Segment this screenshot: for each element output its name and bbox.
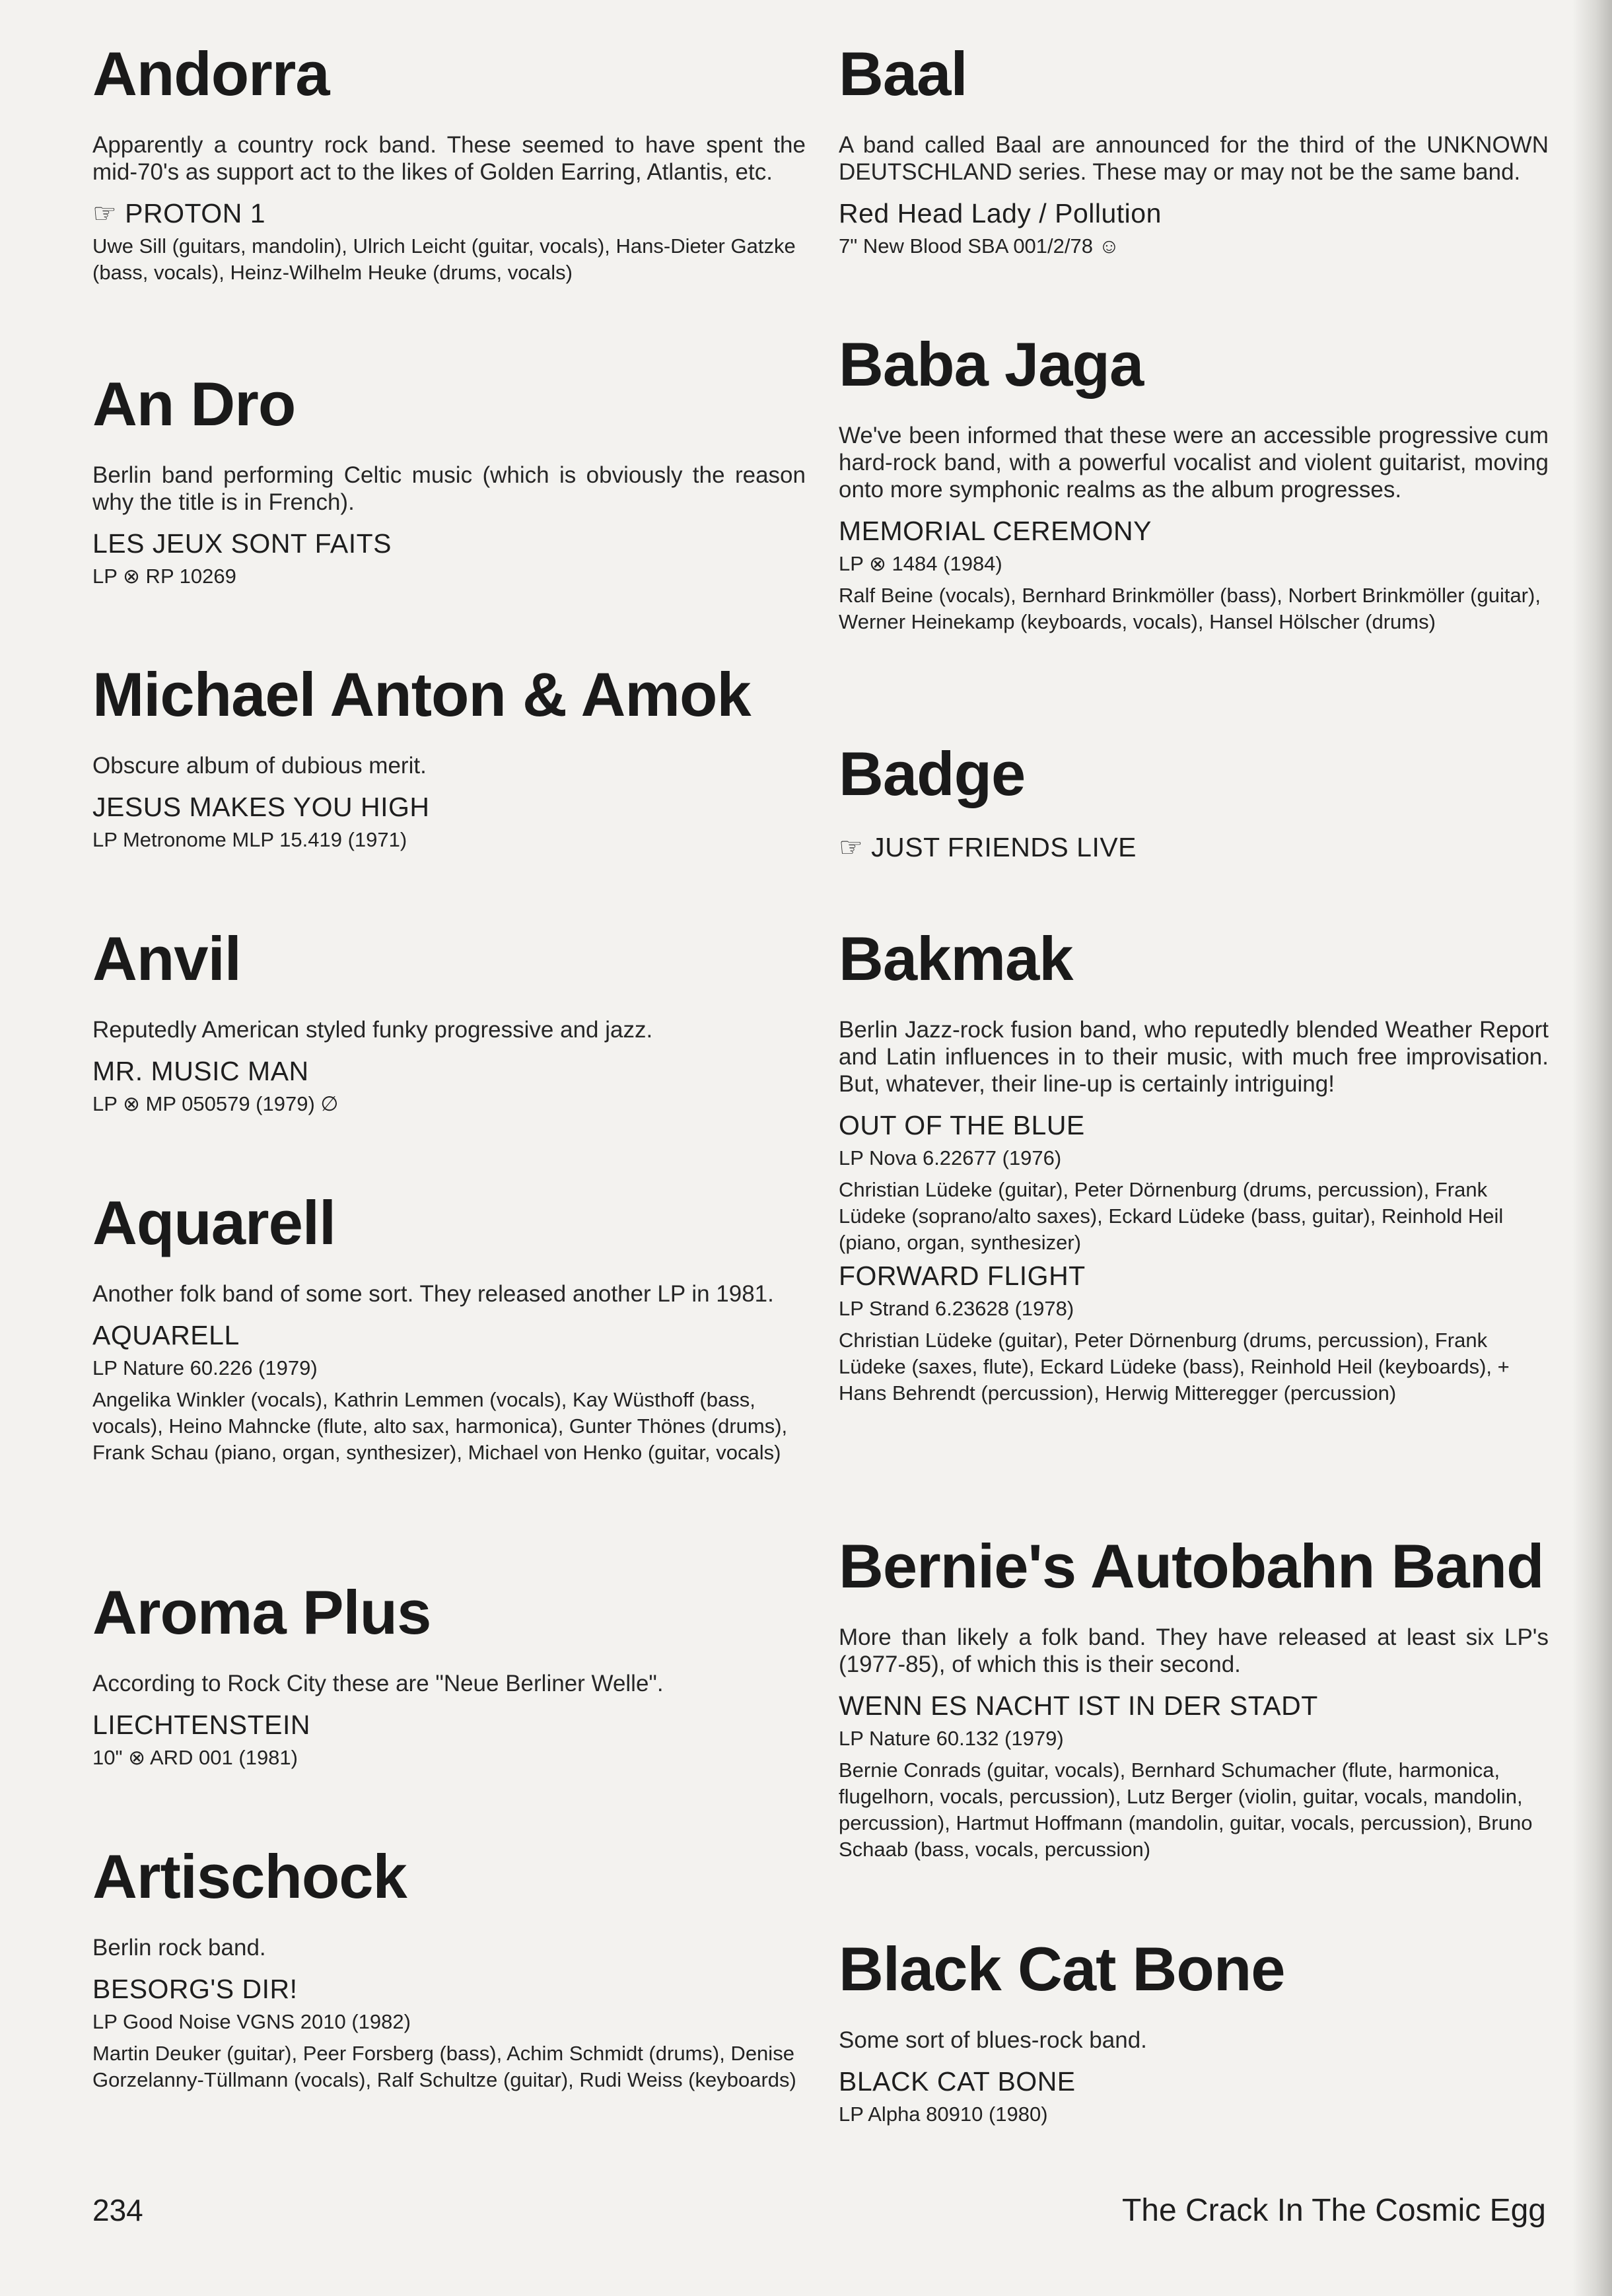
entry-aquarell — [92, 1189, 806, 1466]
band-description: We've been informed that these were an accessible progressive cum hard-rock band, with a powerful vocalist and violent guitarist, moving onto more symphonic realms as the album progresses. — [839, 423, 1549, 503]
release-label: LP Nature 60.132 (1979) — [839, 1727, 1064, 1751]
band-name: Baal — [839, 39, 967, 108]
entry-badge — [839, 740, 1549, 867]
entry-michael-anton-amok — [92, 660, 806, 858]
lineup: Ralf Beine (vocals), Bernhard Brinkmöller (bass), Norbert Brinkmöller (guitar), Werner Heinekamp (keyboards, vocals), Hansel Hölscher (drums) — [839, 584, 1541, 634]
band-name: Michael Anton & Amok — [92, 660, 751, 729]
book-title: The Crack In The Cosmic Egg — [1121, 2193, 1546, 2228]
album-title: MEMORIAL CEREMONY — [839, 516, 1152, 547]
band-description: More than likely a folk band. They have released at least six LP's (1977-85), of which this is their second. — [839, 1624, 1549, 1678]
lineup: Christian Lüdeke (guitar), Peter Dörnenburg (drums, percussion), Frank Lüdeke (saxes, flute), Eckard Lüdeke (bass), Reinhold Heil (keyboards), + Hans Behrendt (percussion), Herwig Mitteregger (percussion) — [839, 1329, 1510, 1405]
album-title: LES JEUX SONT FAITS — [92, 528, 392, 559]
entry-aroma-plus — [92, 1578, 806, 1776]
album-title: BESORG'S DIR! — [92, 1974, 298, 2005]
release-label: 7" New Blood SBA 001/2/78 ☺ — [839, 234, 1120, 258]
album-title: ☞ JUST FRIENDS LIVE — [839, 832, 1137, 863]
entry-artischock — [92, 1842, 806, 2093]
entry-baba-jaga — [839, 330, 1549, 635]
band-name: Bernie's Autobahn Band — [839, 1531, 1544, 1601]
album-title: FORWARD FLIGHT — [839, 1261, 1086, 1292]
band-name: An Dro — [92, 369, 296, 438]
release-label: LP Metronome MLP 15.419 (1971) — [92, 828, 407, 852]
entry-bernie-s-autobahn-band — [839, 1532, 1549, 1863]
entry-baal — [839, 40, 1549, 265]
release-label: 10" ⊗ ARD 001 (1981) — [92, 1746, 298, 1770]
release-label: LP Strand 6.23628 (1978) — [839, 1297, 1074, 1321]
lineup: Christian Lüdeke (guitar), Peter Dörnenburg (drums, percussion), Frank Lüdeke (soprano/alto saxes), Eckard Lüdeke (bass, guitar), Reinhold Heil (piano, organ, synthesizer) — [839, 1178, 1504, 1255]
album-title: WENN ES NACHT IST IN DER STADT — [839, 1690, 1318, 1722]
album-title: LIECHTENSTEIN — [92, 1710, 310, 1741]
lineup: Uwe Sill (guitars, mandolin), Ulrich Leicht (guitar, vocals), Hans-Dieter Gatzke (bass, vocals), Heinz-Wilhelm Heuke (drums, vocals) — [92, 234, 796, 285]
album-title: ☞ PROTON 1 — [92, 198, 265, 229]
page-edge-shadow — [1572, 0, 1612, 2296]
release-label: LP ⊗ MP 050579 (1979) ∅ — [92, 1092, 339, 1116]
entry-bakmak — [839, 924, 1549, 1407]
band-description: A band called Baal are announced for the third of the UNKNOWN DEUTSCHLAND series. These may or may not be the same band. — [839, 132, 1549, 186]
lineup: Martin Deuker (guitar), Peer Forsberg (bass), Achim Schmidt (drums), Denise Gorzelanny-Tüllmann (vocals), Ralf Schultze (guitar), Rudi Weiss (keyboards) — [92, 2042, 796, 2092]
album-title: OUT OF THE BLUE — [839, 1110, 1085, 1141]
band-description: Berlin rock band. — [92, 1935, 266, 1961]
album-title: Red Head Lady / Pollution — [839, 198, 1162, 229]
band-name: Artischock — [92, 1842, 407, 1911]
entry-anvil — [92, 924, 806, 1123]
band-name: Baba Jaga — [839, 330, 1144, 399]
band-name: Black Cat Bone — [839, 1934, 1285, 2003]
band-description: Obscure album of dubious merit. — [92, 753, 427, 779]
album-title: BLACK CAT BONE — [839, 2066, 1076, 2097]
band-description: Reputedly American styled funky progressive and jazz. — [92, 1017, 653, 1043]
band-name: Aroma Plus — [92, 1578, 431, 1647]
release-label: LP ⊗ RP 10269 — [92, 565, 236, 588]
band-name: Aquarell — [92, 1188, 336, 1257]
page-number: 234 — [92, 2193, 143, 2227]
album-title: AQUARELL — [92, 1320, 240, 1351]
band-name: Andorra — [92, 39, 330, 108]
band-description: Some sort of blues-rock band. — [839, 2027, 1147, 2054]
lineup: Angelika Winkler (vocals), Kathrin Lemmen (vocals), Kay Wüsthoff (bass, vocals), Heino Mahncke (flute, alto sax, harmonica), Gunter Thönes (drums), Frank Schau (piano, organ, synthesizer), Michael von Henko (guitar, vocals) — [92, 1388, 788, 1465]
band-description: Apparently a country rock band. These seemed to have spent the mid-70's as support act to the likes of Golden Earring, Atlantis, etc. — [92, 132, 806, 186]
lineup: Bernie Conrads (guitar, vocals), Bernhard Schumacher (flute, harmonica, flugelhorn, vocals, percussion), Lutz Berger (violin, guitar, vocals, mandolin, percussion), Hartmut Hoffmann (mandolin, guitar, vocals, percussion), Bruno Schaab (bass, vocals, percussion) — [839, 1758, 1533, 1861]
entry-an-dro — [92, 370, 806, 595]
release-label: LP Nature 60.226 (1979) — [92, 1356, 318, 1380]
band-name: Badge — [839, 739, 1026, 808]
band-description: According to Rock City these are "Neue Berliner Welle". — [92, 1671, 664, 1697]
band-description: Berlin Jazz-rock fusion band, who reputedly blended Weather Report and Latin influences in to their music, with much free improvisation. But, whatever, their line-up is certainly intriguing! — [839, 1017, 1549, 1097]
band-name: Bakmak — [839, 924, 1073, 993]
entry-black-cat-bone — [839, 1935, 1549, 2133]
band-description: Berlin band performing Celtic music (which is obviously the reason why the title is in French). — [92, 462, 806, 516]
band-description: Another folk band of some sort. They released another LP in 1981. — [92, 1281, 774, 1307]
album-title: MR. MUSIC MAN — [92, 1056, 309, 1087]
release-label: LP Nova 6.22677 (1976) — [839, 1146, 1062, 1170]
album-title: JESUS MAKES YOU HIGH — [92, 792, 430, 823]
release-label: LP ⊗ 1484 (1984) — [839, 552, 1002, 576]
entry-andorra — [92, 40, 806, 286]
band-name: Anvil — [92, 924, 241, 993]
release-label: LP Good Noise VGNS 2010 (1982) — [92, 2010, 411, 2034]
release-label: LP Alpha 80910 (1980) — [839, 2103, 1048, 2126]
